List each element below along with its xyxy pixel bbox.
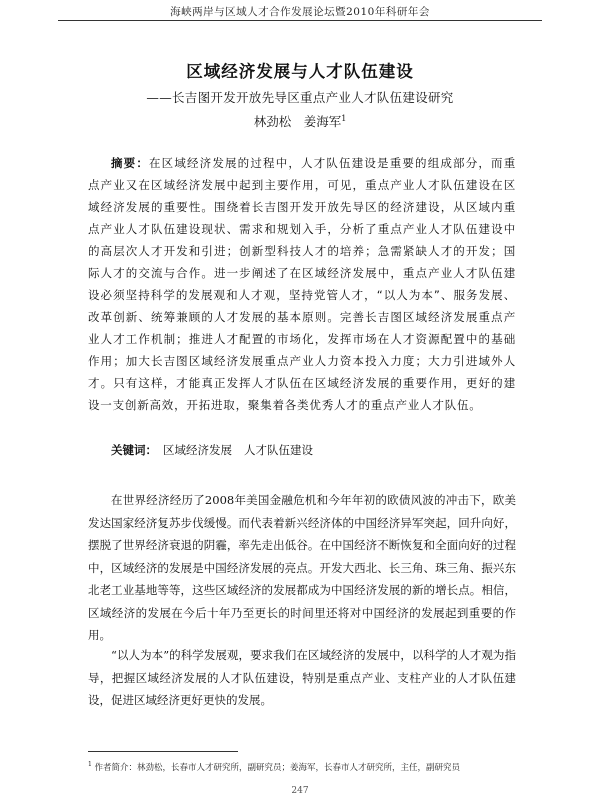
keywords xyxy=(88,440,516,460)
keyword-item: 区域经济发展 xyxy=(163,443,232,457)
paper-title: 区域经济发展与人才队伍建设 xyxy=(186,62,414,81)
footnote xyxy=(88,759,528,774)
author-names: 林劲松 姜海军 xyxy=(253,114,342,129)
header-divider xyxy=(58,20,542,21)
footnote-mark: 1 xyxy=(88,761,92,768)
body-paragraph-2: “以人为本”的科学发展观，要求我们在区域经济的发展中，以科学的人才观为指导，把握区域经济发展的人才队伍建设，特别是重点产业、支柱产业的人才队伍建设，促进区域经济更好更快的发展。 xyxy=(88,648,516,707)
abstract xyxy=(88,152,516,416)
keywords-label: 关键词： xyxy=(111,443,157,457)
author-footnote-mark: 1 xyxy=(341,113,347,123)
footnote-text: 作者简介：林劲松，长春市人才研究所，副研究员；姜海军，长春市人才研究所，主任，副研究员 xyxy=(94,762,461,773)
page-number: 247 xyxy=(291,786,309,796)
author-line xyxy=(0,112,600,130)
paper-subtitle: ——长吉图开发开放先导区重点产业人才队伍建设研究 xyxy=(146,90,454,105)
abstract-text: 在区域经济发展的过程中，人才队伍建设是重要的组成部分，而重点产业又在区域经济发展中起到主要作用，可见，重点产业人才队伍建设在区域经济发展的重要性。围绕着长吉图开发开放先导区的经济建设，从区域内重点产业人才队伍建设现状、需求和规划入手，分析了重点产业人才队伍建设中的高层次人才开发和引进；创新型科技人才的培养；急需紧缺人才的开发；国际人才的交流与合作。进一步阐述了在区域经济发展中，重点产业人才队伍建设必须坚持科学的发展观和人才观，坚持党管人才，“以人为本”、服务发展、改革创新、统筹兼顾的人才发展的基本原则。完善长吉图区域经济发展重点产业人才工作机制；推进人才配置的市场化，发挥市场在人才资源配置中的基础作用；加大长吉图区域经济发展重点产业人力资本投入力度；大力引进域外人才。只有这样，才能真正发挥人才队伍在区域经济发展的重要作用，更好的建设一支创新高效，开拓进取，聚集着各类优秀人才的重点产业人才队伍。 xyxy=(88,156,517,412)
footnote-divider xyxy=(88,751,238,752)
abstract-label: 摘要： xyxy=(111,156,150,170)
body-paragraph-1: 在世界经济经历了2008年美国金融危机和今年年初的欧债风波的冲击下，欧美发达国家经济复苏步伐缓慢。而代表着新兴经济体的中国经济异军突起，回升向好，摆脱了世界经济衰退的阴霾，率先走出低谷。在中国经济不断恢复和全面向好的过程中，区域经济的发展是中国经济发展的亮点。开发大西北、长三角、珠三角、振兴东北老工业基地等等，这些区域经济的发展都成为中国经济发展的新的增长点。相信，区域经济的发展在今后十年乃至更长的时间里还将对中国经济的发展起到重要的作用。 xyxy=(88,493,516,642)
keyword-item: 人才队伍建设 xyxy=(244,443,313,457)
running-head: 海峡两岸与区域人才合作发展论坛暨2010年科研年会 xyxy=(170,6,430,18)
